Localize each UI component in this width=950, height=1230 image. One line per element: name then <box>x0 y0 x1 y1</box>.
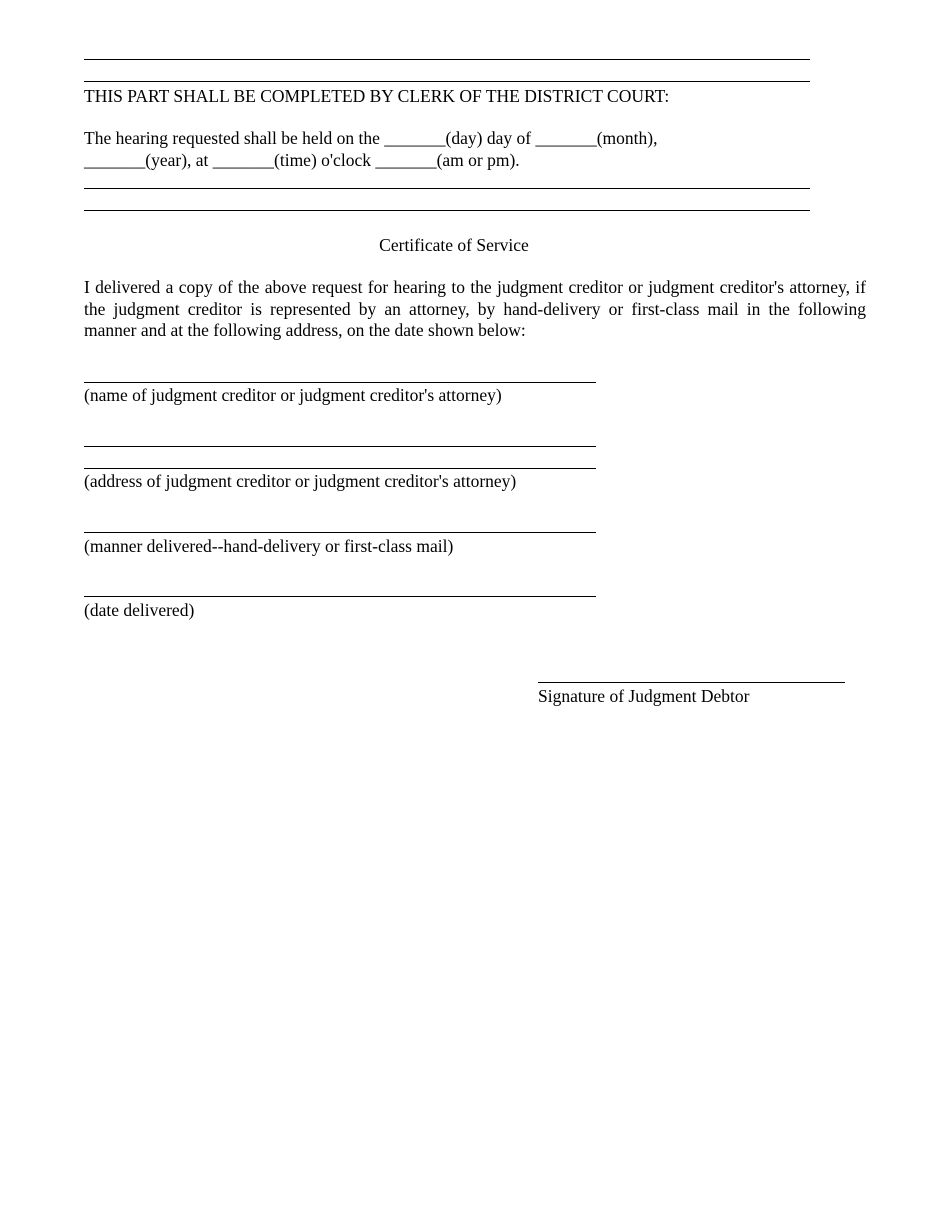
name-field-line[interactable] <box>84 382 596 383</box>
top-rule-1 <box>84 59 810 60</box>
clerk-rule-2 <box>84 210 810 211</box>
address-field-line-2[interactable] <box>84 468 596 469</box>
hearing-date-line-2: _______(year), at _______(time) o'clock _______(am or pm). <box>84 150 520 170</box>
manner-field-line[interactable] <box>84 532 596 533</box>
manner-field-label: (manner delivered--hand-delivery or first-class mail) <box>84 536 454 556</box>
certificate-title: Certificate of Service <box>379 235 529 255</box>
clerk-rule-1 <box>84 188 810 189</box>
top-rule-2 <box>84 81 810 82</box>
address-field-label: (address of judgment creditor or judgment creditor's attorney) <box>84 471 517 491</box>
hearing-date-line-1: The hearing requested shall be held on the _______(day) day of _______(month), <box>84 128 658 148</box>
signature-label: Signature of Judgment Debtor <box>538 686 750 706</box>
name-field-label: (name of judgment creditor or judgment creditor's attorney) <box>84 385 502 405</box>
date-field-label: (date delivered) <box>84 600 195 620</box>
address-field-line-1[interactable] <box>84 446 596 447</box>
date-field-line[interactable] <box>84 596 596 597</box>
clerk-section-heading: THIS PART SHALL BE COMPLETED BY CLERK OF THE DISTRICT COURT: <box>84 86 670 106</box>
certificate-body: I delivered a copy of the above request for hearing to the judgment creditor or judgment creditor's attorney, if the judgment creditor is represented by an attorney, by hand-delivery or first-class mail in the following manner and at the following address, on the date shown below: <box>84 277 866 340</box>
signature-line[interactable] <box>538 682 845 683</box>
